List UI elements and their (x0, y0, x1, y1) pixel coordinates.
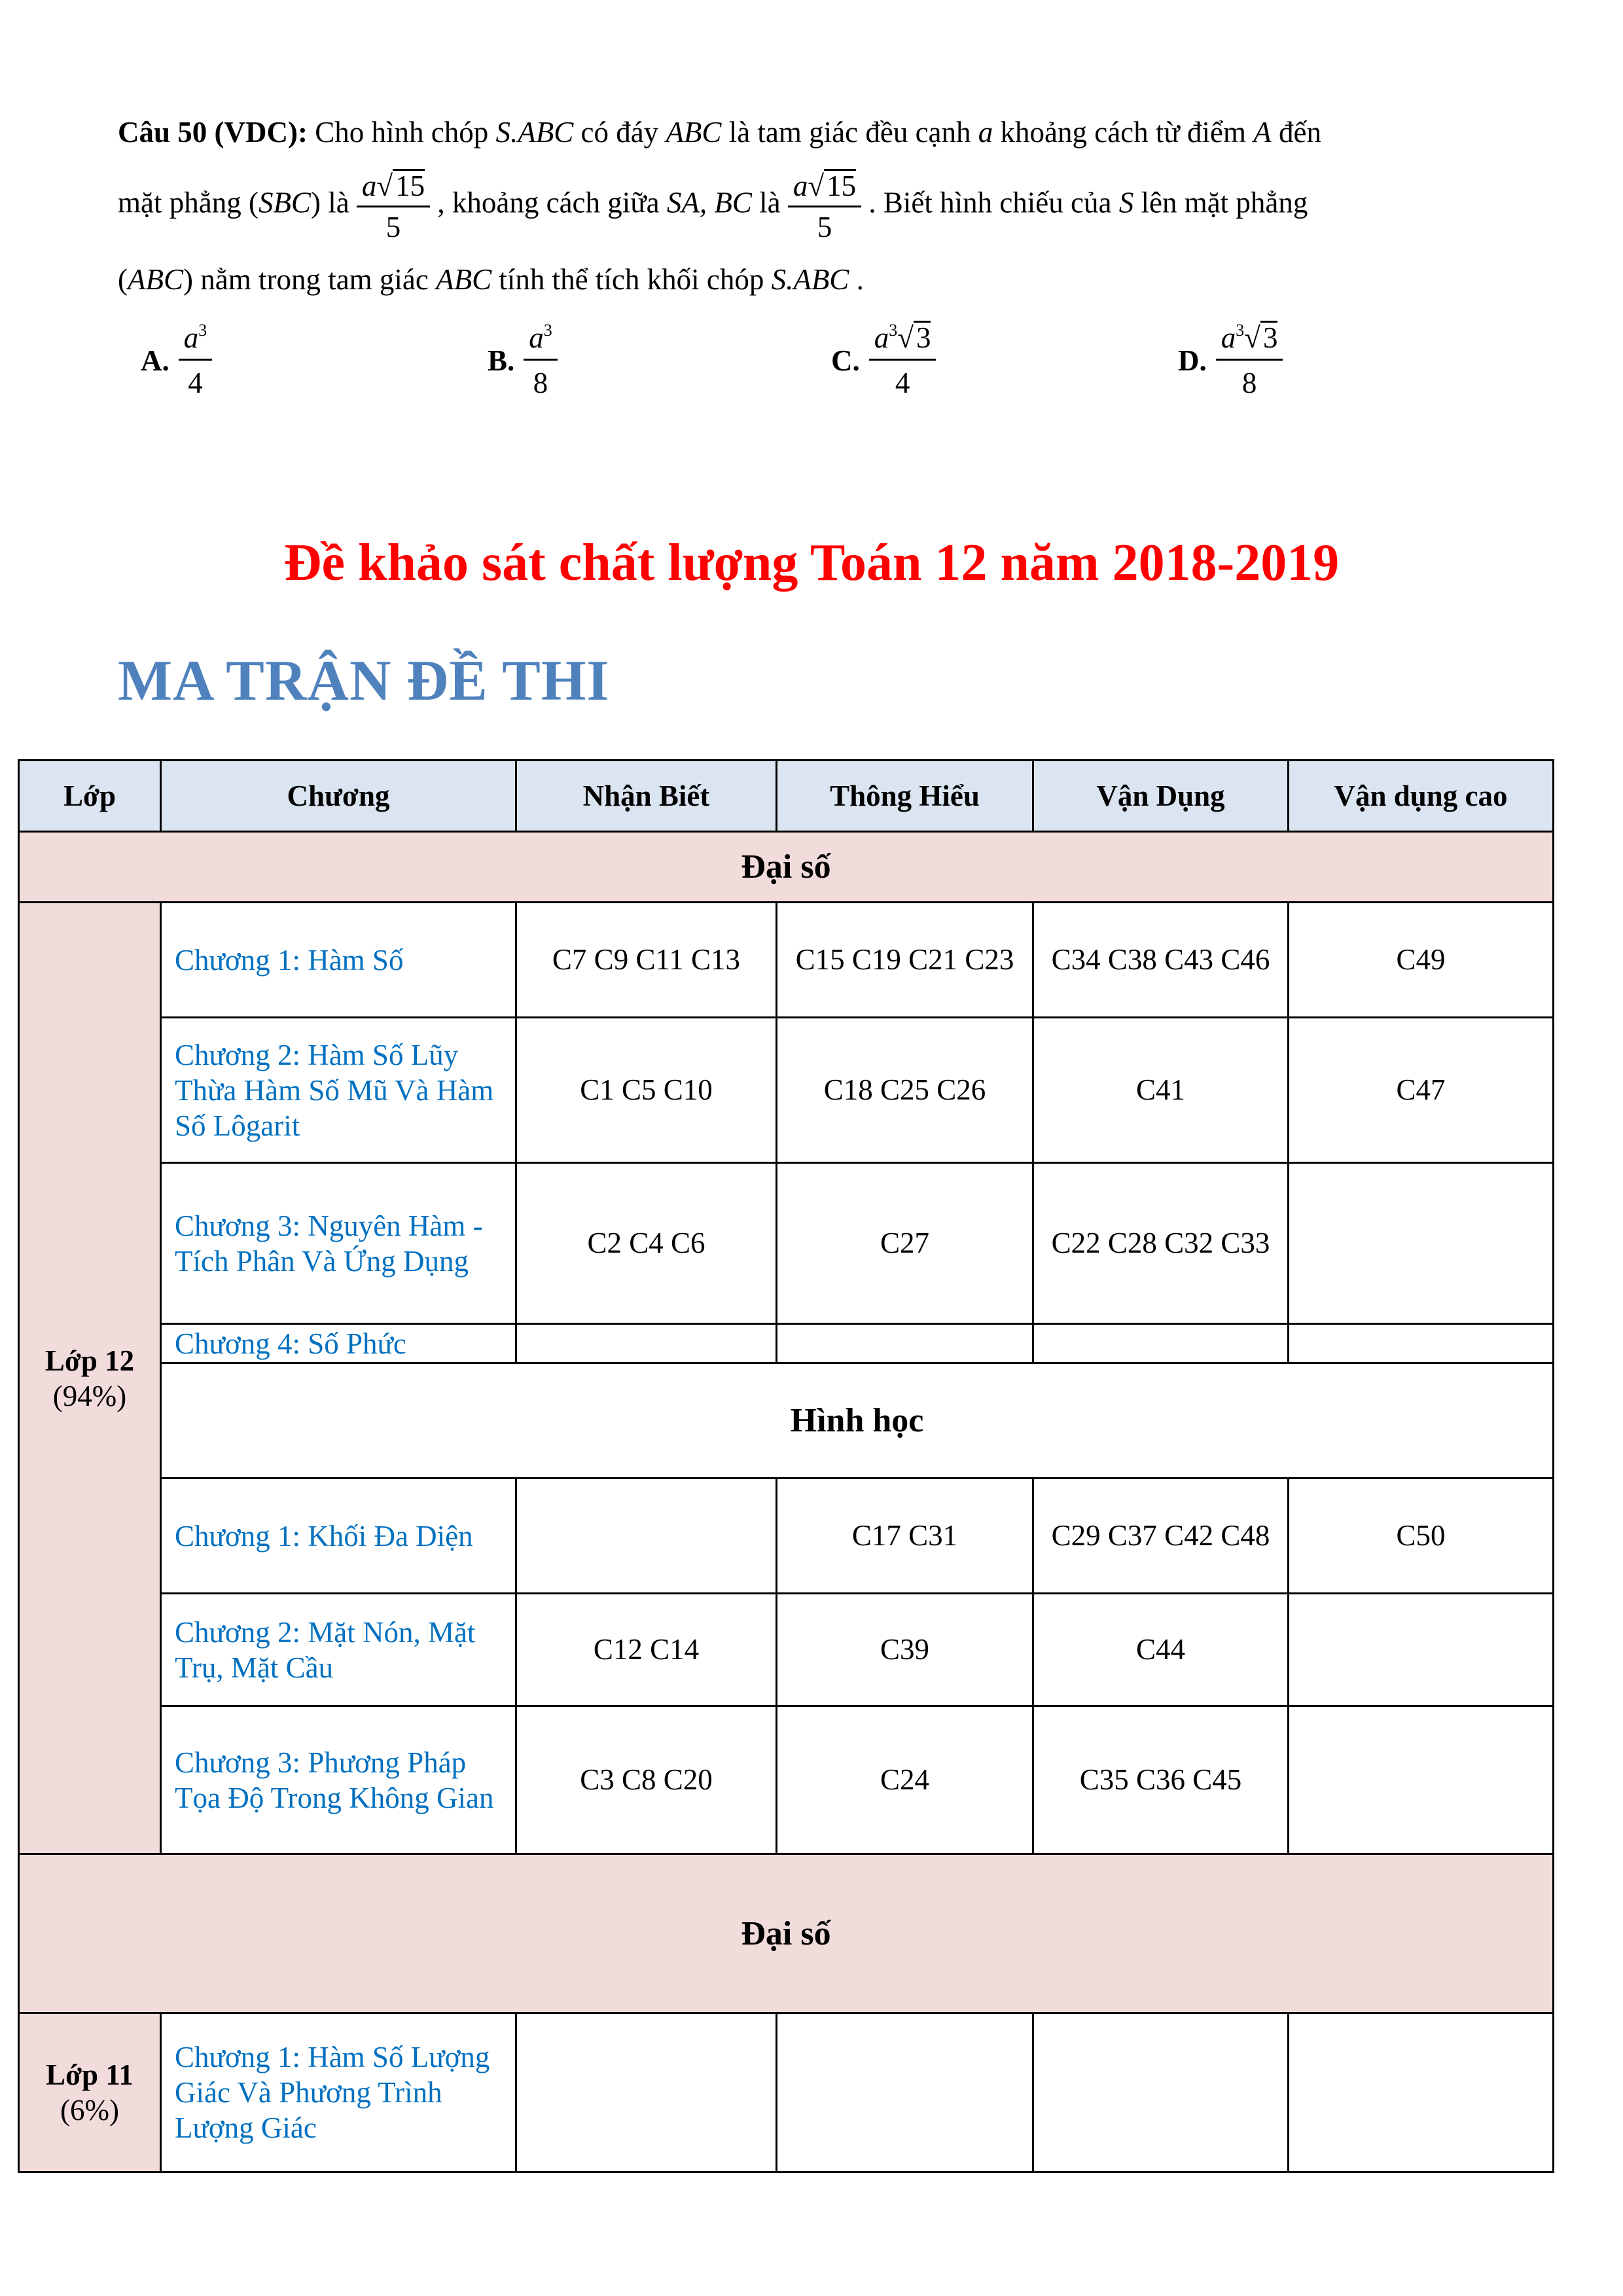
frac-den: 5 (385, 211, 401, 244)
nhan-biet-cell: C7 C9 C11 C13 (516, 903, 777, 1018)
question-text: ) nằm trong tam giác (183, 263, 437, 296)
van-dung-cell (1033, 1324, 1289, 1363)
nhan-biet-cell: C12 C14 (516, 1594, 777, 1706)
section-dai-so: Đại số (19, 832, 1554, 903)
answer-exp: 3 (543, 321, 552, 340)
frac-var: a (361, 170, 377, 202)
frac-var: a (793, 170, 808, 202)
answer-a[interactable] (141, 321, 212, 400)
chapter-cell: Chương 1: Hàm Số Lượng Giác Và Phương Trình Lượng Giác (161, 2013, 516, 2172)
thong-hieu-cell: C17 C31 (777, 1479, 1033, 1594)
header-lop: Lớp (19, 761, 161, 832)
nhan-biet-cell (516, 1479, 777, 1594)
answer-den: 4 (895, 367, 910, 399)
answer-c[interactable] (831, 321, 936, 400)
question-text: khoảng cách từ điểm (993, 116, 1254, 149)
chapter-cell: Chương 4: Số Phức (161, 1324, 516, 1363)
section-row (19, 1854, 1554, 2013)
answer-radicand: 3 (914, 321, 931, 353)
answer-den: 8 (533, 367, 548, 399)
question-text: . Biết hình chiếu của (868, 186, 1119, 219)
nhan-biet-cell (516, 2013, 777, 2172)
answer-fraction (524, 321, 558, 400)
van-dung-cao-cell: C50 (1289, 1479, 1554, 1594)
thong-hieu-cell: C27 (777, 1163, 1033, 1324)
thong-hieu-cell (777, 2013, 1033, 2172)
nhan-biet-cell: C3 C8 C20 (516, 1706, 777, 1854)
header-chuong: Chương (161, 761, 516, 832)
answer-den: 4 (188, 367, 203, 399)
header-van-dung: Vận Dụng (1033, 761, 1289, 832)
question-text: Cho hình chóp (315, 116, 496, 149)
van-dung-cell: C44 (1033, 1594, 1289, 1706)
van-dung-cell (1033, 2013, 1289, 2172)
exam-title: Đề khảo sát chất lượng Toán 12 năm 2018-2019 (283, 534, 1340, 592)
chapter-cell: Chương 3: Nguyên Hàm - Tích Phân Và Ứng Dụng (161, 1163, 516, 1324)
answer-label: C. (831, 344, 860, 377)
nhan-biet-cell (516, 1324, 777, 1363)
header-thong-hieu: Thông Hiểu (777, 761, 1033, 832)
header-van-dung-cao: Vận dụng cao (1289, 761, 1554, 832)
question-point: A (1253, 116, 1272, 149)
van-dung-cell: C34 C38 C43 C46 (1033, 903, 1289, 1018)
question-plane: SBC (258, 186, 311, 219)
thong-hieu-cell: C15 C19 C21 C23 (777, 903, 1033, 1018)
table-row (19, 1018, 1554, 1163)
header-nhan-biet: Nhận Biết (516, 761, 777, 832)
question-label: Câu 50 (VDC): (118, 116, 308, 149)
question-solid: S.ABC (495, 116, 574, 149)
question-text: ( (118, 263, 128, 296)
table-row (19, 1324, 1554, 1363)
question-base: ABC (666, 116, 722, 149)
chapter-cell: Chương 1: Hàm Số (161, 903, 516, 1018)
van-dung-cao-cell (1289, 1706, 1554, 1854)
frac-den: 5 (817, 211, 832, 244)
section-dai-so-11: Đại số (19, 1854, 1554, 2013)
answer-d[interactable] (1178, 321, 1283, 400)
thong-hieu-cell: C18 C25 C26 (777, 1018, 1033, 1163)
thong-hieu-cell (777, 1324, 1033, 1363)
answer-var: a (529, 321, 544, 354)
van-dung-cao-cell (1289, 1594, 1554, 1706)
answer-fraction (179, 321, 213, 400)
van-dung-cao-cell: C47 (1289, 1018, 1554, 1163)
answer-label: D. (1178, 344, 1207, 377)
answer-var: a (183, 321, 199, 354)
answer-fraction: $\frac{a^3√3}{4}$ (869, 321, 936, 400)
table-row (19, 1163, 1554, 1324)
thong-hieu-cell: C39 (777, 1594, 1033, 1706)
grade-name: Lớp 12 (45, 1344, 135, 1377)
van-dung-cell: C29 C37 C42 C48 (1033, 1479, 1289, 1594)
nhan-biet-cell: C1 C5 C10 (516, 1018, 777, 1163)
nhan-biet-cell: C2 C4 C6 (516, 1163, 777, 1324)
question-text: mặt phẳng ( (118, 186, 259, 219)
question-text: ) là (310, 186, 357, 219)
table-row (19, 903, 1554, 1018)
table-row (19, 2013, 1554, 2172)
chapter-cell: Chương 3: Phương Pháp Tọa Độ Trong Không Gian (161, 1706, 516, 1854)
section-row (19, 832, 1554, 903)
question-apex: S (1118, 186, 1134, 219)
grade-percent: (94%) (52, 1379, 127, 1412)
question-solid: S.ABC (771, 263, 849, 296)
question-pair: SA, BC (666, 186, 752, 219)
answer-exp: 3 (198, 321, 207, 340)
question-text: tính thể tích khối chóp (491, 263, 772, 296)
van-dung-cell: C22 C28 C32 C33 (1033, 1163, 1289, 1324)
exam-matrix-table (18, 759, 1554, 2173)
matrix-title: MA TRẬN ĐỀ THI (118, 649, 610, 713)
grade-name: Lớp 11 (46, 2058, 134, 2091)
question-text: , khoảng cách giữa (437, 186, 667, 219)
answer-var: a (874, 321, 889, 354)
answer-radicand: 3 (1260, 321, 1278, 353)
van-dung-cao-cell (1289, 2013, 1554, 2172)
fraction-distance-1: $\frac{a√15}{5}$ (357, 169, 430, 242)
question-line-2 (118, 169, 1308, 242)
answer-exp: 3 (1236, 321, 1245, 340)
question-line-3 (118, 265, 864, 295)
question-text: là tam giác đều cạnh (721, 116, 978, 149)
chapter-cell: Chương 2: Mặt Nón, Mặt Trụ, Mặt Cầu (161, 1594, 516, 1706)
van-dung-cell: C41 (1033, 1018, 1289, 1163)
van-dung-cao-cell (1289, 1324, 1554, 1363)
frac-radicand: 15 (824, 169, 856, 202)
table-row (19, 1479, 1554, 1594)
grade-percent: (6%) (60, 2094, 119, 2126)
van-dung-cao-cell: C49 (1289, 903, 1554, 1018)
question-plane: ABC (128, 263, 183, 296)
question-text: đến (1271, 116, 1322, 149)
answer-label: B. (488, 344, 515, 377)
answer-b[interactable] (488, 321, 558, 400)
fraction-distance-2: $\frac{a√15}{5}$ (788, 169, 861, 242)
van-dung-cell: C35 C36 C45 (1033, 1706, 1289, 1854)
grade-12-cell (19, 903, 161, 1854)
question-triangle: ABC (436, 263, 492, 296)
grade-11-cell (19, 2013, 161, 2172)
answer-exp: 3 (889, 321, 898, 340)
answer-den: 8 (1241, 367, 1257, 399)
question-text: . (849, 263, 864, 296)
table-row (19, 1594, 1554, 1706)
table-row (19, 1706, 1554, 1854)
question-line-1 (118, 118, 1321, 147)
question-text: lên mặt phẳng (1133, 186, 1308, 219)
question-edge: a (978, 116, 993, 149)
answer-var: a (1221, 321, 1236, 354)
section-hinh-hoc: Hình học (161, 1363, 1554, 1479)
question-text: là (751, 186, 788, 219)
question-text: có đáy (573, 116, 666, 149)
van-dung-cao-cell (1289, 1163, 1554, 1324)
section-row (19, 1363, 1554, 1479)
answer-options (0, 321, 1623, 419)
thong-hieu-cell: C24 (777, 1706, 1033, 1854)
frac-radicand: 15 (393, 169, 425, 202)
table-header-row (19, 761, 1554, 832)
answer-fraction: $\frac{a^3√3}{8}$ (1216, 321, 1283, 400)
chapter-cell: Chương 2: Hàm Số Lũy Thừa Hàm Số Mũ Và Hàm Số Lôgarit (161, 1018, 516, 1163)
chapter-cell: Chương 1: Khối Đa Diện (161, 1479, 516, 1594)
answer-label: A. (141, 344, 169, 377)
